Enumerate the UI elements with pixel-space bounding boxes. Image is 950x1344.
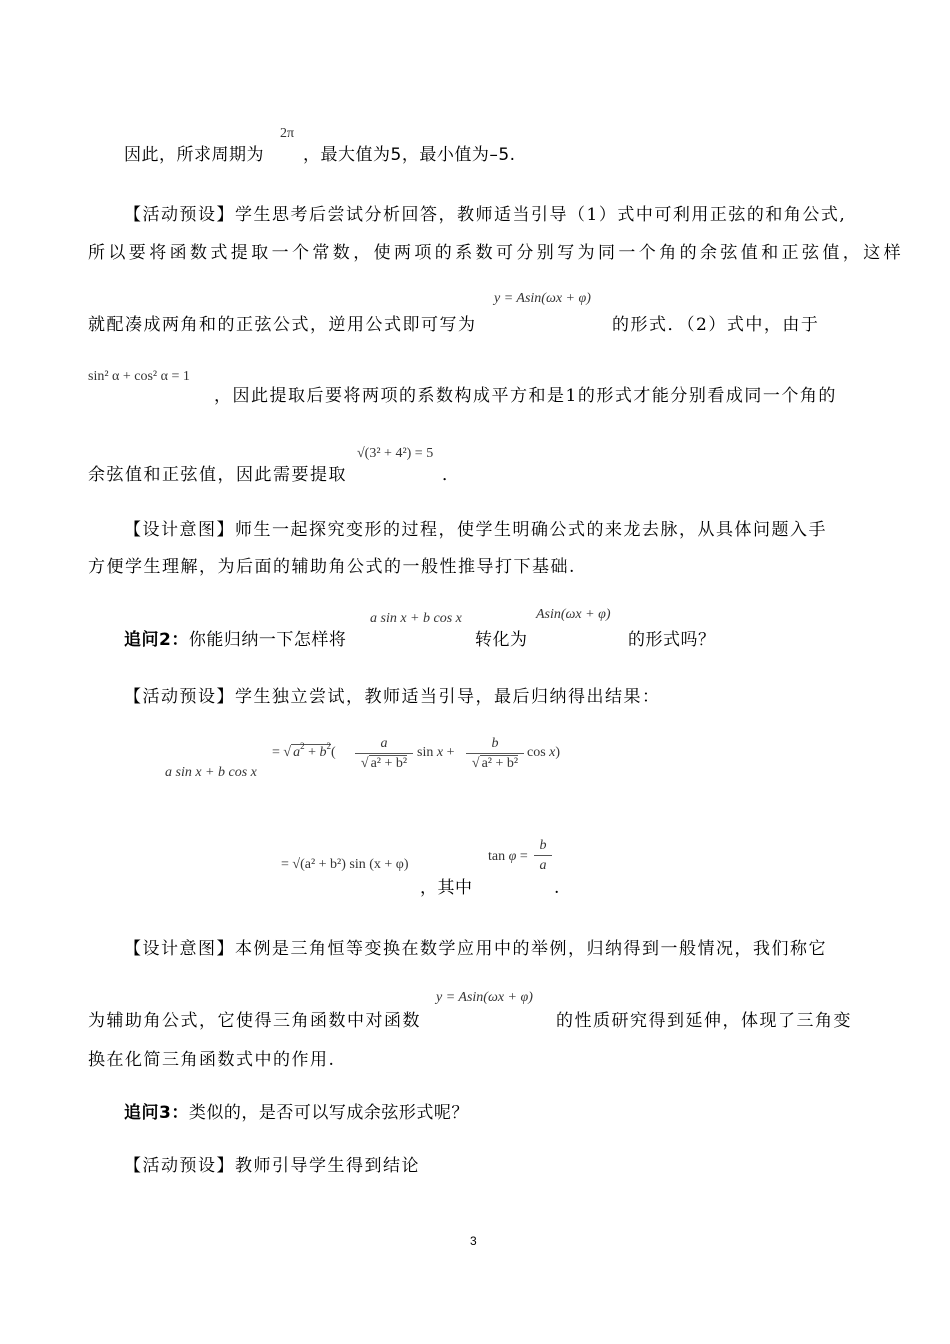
fraction-b: b √ a² + b² bbox=[466, 735, 524, 774]
para1-line5a: 余弦值和正弦值，因此需要提取 bbox=[88, 465, 347, 485]
fraction-b-denominator: a² + b² bbox=[481, 756, 519, 771]
formula-general-form-2: y = Asin(ωx + φ) bbox=[436, 990, 533, 1005]
formula-end-period: . bbox=[554, 878, 561, 898]
fraction-a-denominator: a² + b² bbox=[370, 756, 408, 771]
formula-line2-rhs: = √(a² + b²) sin (x + φ) bbox=[281, 857, 409, 872]
para1-line2: 所以要将函数式提取一个常数，使两项的系数可分别写为同一个角的余弦值和正弦值，这样 bbox=[88, 243, 904, 263]
expr-asin-form: Asin(ωx + φ) bbox=[536, 607, 611, 622]
tan-phi-label: tan φ = bbox=[488, 849, 528, 864]
period-value: 2π bbox=[280, 126, 295, 141]
formula-lhs: a sin x + b cos x bbox=[165, 765, 257, 780]
question-3-label: 追问3： bbox=[124, 1103, 189, 1123]
fraction-a: a √ a² + b² bbox=[355, 735, 413, 774]
question-2-label: 追问2： bbox=[124, 630, 189, 650]
conclusion-suffix: ，最大值为5，最小值为–5. bbox=[303, 145, 516, 165]
para2-line1: 【设计意图】师生一起探究变形的过程，使学生明确公式的来龙去脉，从具体问题入手 bbox=[124, 520, 827, 540]
where-text: ，其中 bbox=[420, 878, 473, 898]
para3-line1: 【活动预设】学生独立尝试，教师适当引导，最后归纳得出结果： bbox=[124, 687, 661, 707]
formula-line1-part1: = √ $a^2 + b^2$( bbox=[272, 741, 336, 760]
para1-line4: ，因此提取后要将两项的系数构成平方和是1的形式才能分别看成同一个角的 bbox=[214, 386, 837, 406]
para4-line3: 换在化简三角函数式中的作用. bbox=[88, 1050, 336, 1070]
root-expression: √(3² + 4²) = 5 bbox=[357, 446, 434, 461]
pythagorean-identity: sin² α + cos² α = 1 bbox=[88, 369, 190, 384]
expr-asinx-bcosx: a sin x + b cos x bbox=[370, 611, 462, 626]
para2-line2: 方便学生理解，为后面的辅助角公式的一般性推导打下基础. bbox=[88, 557, 576, 577]
para1-line3a: 就配凑成两角和的正弦公式，逆用公式即可写为 bbox=[88, 315, 477, 335]
para1-line3b: 的形式．（2）式中，由于 bbox=[612, 315, 820, 335]
formula-line1-part3: cos x) bbox=[527, 745, 561, 760]
page-number: 3 bbox=[470, 1234, 477, 1248]
para4-line2a: 为辅助角公式，它使得三角函数中对函数 bbox=[88, 1011, 421, 1031]
para1-line5b: ． bbox=[442, 465, 461, 485]
question-2-text-b: 转化为 bbox=[475, 630, 528, 650]
conclusion-prefix: 因此，所求周期为 bbox=[124, 145, 264, 165]
question-2-text-c: 的形式吗？ bbox=[628, 630, 716, 650]
question-3 bbox=[124, 1103, 469, 1123]
para5-line1: 【活动预设】教师引导学生得到结论 bbox=[124, 1156, 420, 1176]
para1-line1: 【活动预设】学生思考后尝试分析回答，教师适当引导（1）式中可利用正弦的和角公式, bbox=[124, 205, 847, 225]
question-3-text: 类似的，是否可以写成余弦形式呢？ bbox=[188, 1103, 469, 1123]
question-2-text-a: 你能归纳一下怎样将 bbox=[188, 630, 347, 650]
para4-line1: 【设计意图】本例是三角恒等变换在数学应用中的举例，归纳得到一般情况，我们称它 bbox=[124, 939, 827, 959]
formula-general-form: y = Asin(ωx + φ) bbox=[494, 291, 591, 306]
para4-line2b: 的性质研究得到延伸，体现了三角变 bbox=[556, 1011, 852, 1031]
question-2 bbox=[124, 630, 346, 650]
fraction-tan-phi: b a bbox=[534, 837, 552, 876]
formula-line1-part2: sin x + bbox=[417, 745, 455, 760]
